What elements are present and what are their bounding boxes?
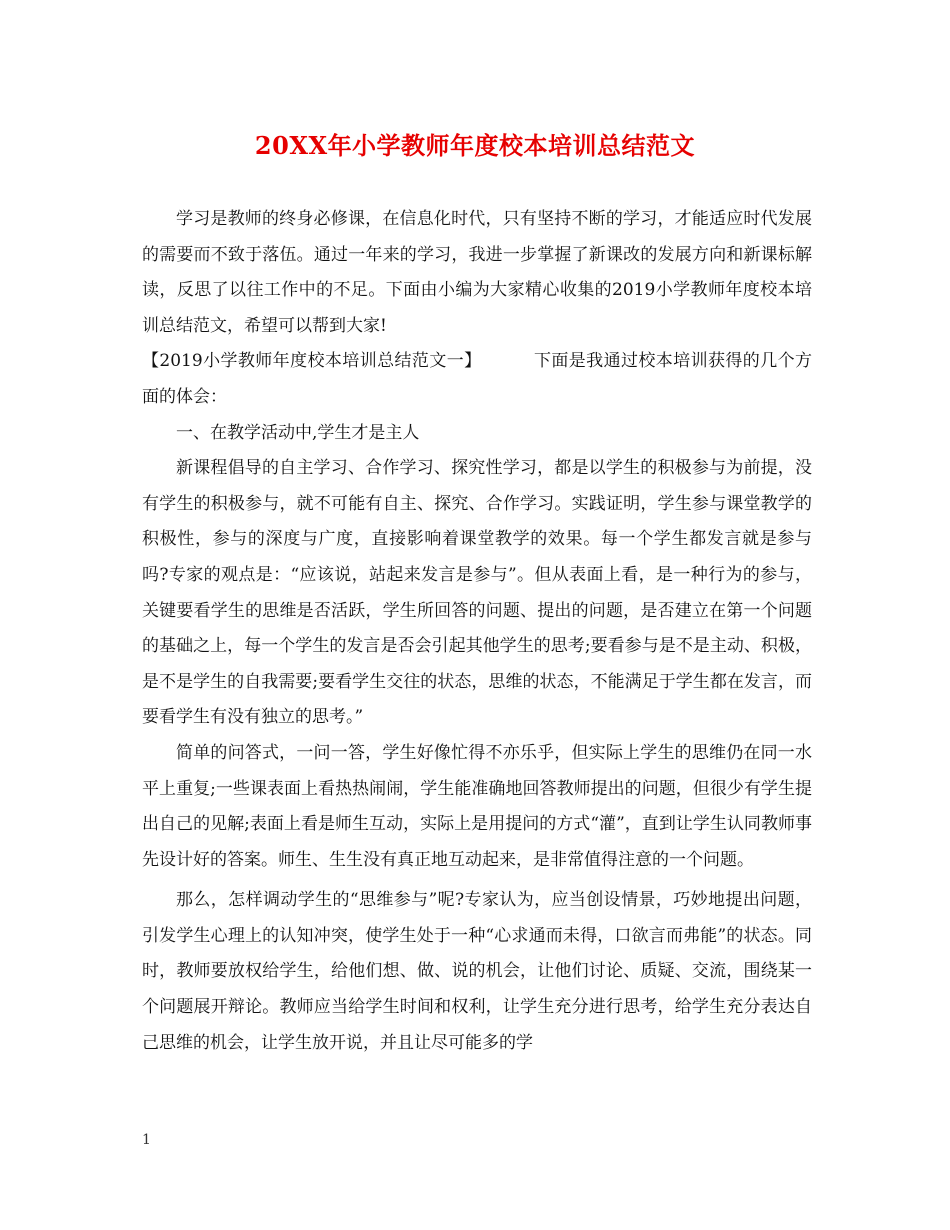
document-title: 20XX年小学教师年度校本培训总结范文 — [254, 131, 696, 160]
body-paragraph-1: 新课程倡导的自主学习、合作学习、探究性学习，都是以学生的积极参与为前提，没有学生的积极参与，就不可能有自主、探究、合作学习。实践证明，学生参与课堂教学的积极性，参与的深度与广度，直接影响着课堂教学的效果。每一个学生都发言就是参与吗?专家的观点是：“应该说，站起来发言是参与”。但从表面上看，是一种行为的参与，关键要看学生的思维是否活跃，学生所回答的问题、提出的问题，是否建立在第一个问题的基础之上，每一个学生的发言是否会引起其他学生的思考;要看参与是不是主动、积极，是不是学生的自我需要;要看学生交往的状态，思维的状态，不能满足于学生都在发言，而要看学生有没有独立的思考。” — [142, 458, 812, 728]
page-number: 1 — [142, 1132, 151, 1148]
body-paragraph-2: 简单的问答式，一问一答，学生好像忙得不亦乐乎，但实际上学生的思维仍在同一水平上重复;一些课表面上看热热闹闹，学生能准确地回答教师提出的问题，但很少有学生提出自己的见解;表面上看是师生互动，实际上是用提问的方式“灌”，直到让学生认同教师事先设计好的答案。师生、生生没有真正地互动起来，是非常值得注意的一个问题。 — [142, 742, 812, 870]
body-paragraph-3: 那么，怎样调动学生的“思维参与”呢?专家认为，应当创设情景，巧妙地提出问题，引发学生心理上的认知冲突，使学生处于一种“心求通而未得，口欲言而弗能”的状态。同时，教师要放权给学生，给他们想、做、说的机会，让他们讨论、质疑、交流，围绕某一个问题展开辩论。教师应当给学生时间和权利，让学生充分进行思考，给学生充分表达自己思维的机会，让学生放开说，并且让尽可能多的学 — [142, 890, 812, 1053]
section-lead: 下面是我通过校本培训获得的几个方面的体会： — [142, 351, 813, 407]
document-body — [142, 202, 812, 1061]
point-heading: 一、在教学活动中,学生才是主人 — [176, 422, 420, 443]
section-heading-line — [142, 344, 812, 415]
intro-paragraph: 学习是教师的终身必修课，在信息化时代，只有坚持不断的学习，才能适应时代发展的需要而不致于落伍。通过一年来的学习，我进一步掌握了新课改的发展方向和新课标解读，反思了以往工作中的不足。下面由小编为大家精心收集的2019小学教师年度校本培训总结范文，希望可以帮到大家! — [142, 209, 812, 336]
section-heading: 【2019小学教师年度校本培训总结范文一】 — [142, 351, 482, 372]
